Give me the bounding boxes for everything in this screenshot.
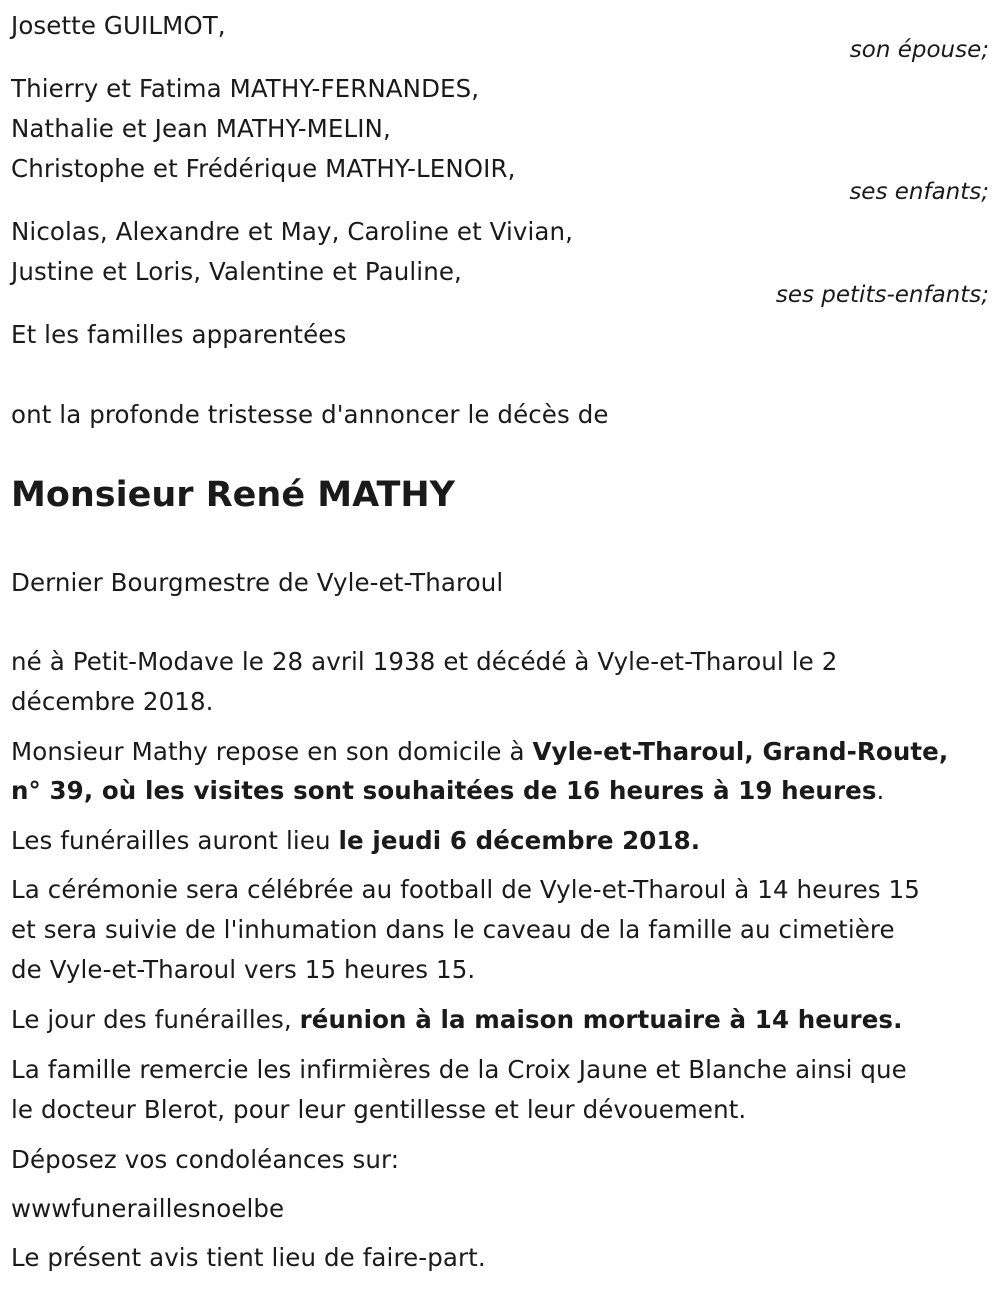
thanks-line: La famille remercie les infirmières de la Croix Jaune et Blanche ainsi que bbox=[11, 1055, 907, 1084]
resting-line bbox=[11, 732, 948, 772]
birth-death-line: décembre 2018. bbox=[11, 687, 214, 716]
condolences-website[interactable]: wwwfuneraillesnoelbe bbox=[11, 1194, 285, 1223]
funeral-line bbox=[11, 821, 700, 861]
spouse-role: son épouse; bbox=[849, 37, 989, 63]
announcement-text: ont la profonde tristesse d'annoncer le décès de bbox=[11, 400, 609, 429]
children-role: ses enfants; bbox=[849, 179, 989, 205]
funeral-date: le jeudi 6 décembre 2018. bbox=[338, 826, 701, 855]
meeting-line bbox=[11, 1000, 903, 1040]
deceased-title: Dernier Bourgmestre de Vyle-et-Tharoul bbox=[11, 568, 504, 597]
visit-hours: n° 39, où les visites sont souhaitées de 16 heures à 19 heures bbox=[11, 776, 877, 805]
spouse-name: Josette GUILMOT, bbox=[11, 11, 226, 40]
ceremony-line: de Vyle-et-Tharoul vers 15 heures 15. bbox=[11, 955, 476, 984]
thanks-line: le docteur Blerot, pour leur gentillesse et leur dévouement. bbox=[11, 1095, 747, 1124]
child-line: Thierry et Fatima MATHY-FERNANDES, bbox=[11, 74, 480, 103]
meeting-details: réunion à la maison mortuaire à 14 heures. bbox=[299, 1005, 903, 1034]
grandchild-line: Nicolas, Alexandre et May, Caroline et Vivian, bbox=[11, 217, 574, 246]
resting-suffix: . bbox=[876, 776, 885, 805]
birth-death-line: né à Petit-Modave le 28 avril 1938 et décédé à Vyle-et-Tharoul le 2 bbox=[11, 647, 838, 676]
ceremony-line: et sera suivie de l'inhumation dans le caveau de la famille au cimetière bbox=[11, 915, 895, 944]
resting-address: Vyle-et-Tharoul, Grand-Route, bbox=[532, 737, 949, 766]
notice-line: Le présent avis tient lieu de faire-part. bbox=[11, 1243, 486, 1272]
grandchild-line: Justine et Loris, Valentine et Pauline, bbox=[11, 257, 462, 286]
resting-line bbox=[11, 771, 884, 811]
deceased-name: Monsieur René MATHY bbox=[11, 475, 455, 515]
funeral-prefix: Les funérailles auront lieu bbox=[11, 826, 339, 855]
grandchildren-role: ses petits-enfants; bbox=[775, 282, 989, 308]
child-line: Christophe et Frédérique MATHY-LENOIR, bbox=[11, 154, 516, 183]
condolences-label: Déposez vos condoléances sur: bbox=[11, 1145, 400, 1174]
ceremony-line: La cérémonie sera célébrée au football de Vyle-et-Tharoul à 14 heures 15 bbox=[11, 875, 920, 904]
relatives-line: Et les familles apparentées bbox=[11, 320, 347, 349]
resting-prefix: Monsieur Mathy repose en son domicile à bbox=[11, 737, 533, 766]
child-line: Nathalie et Jean MATHY-MELIN, bbox=[11, 114, 391, 143]
meeting-prefix: Le jour des funérailles, bbox=[11, 1005, 300, 1034]
